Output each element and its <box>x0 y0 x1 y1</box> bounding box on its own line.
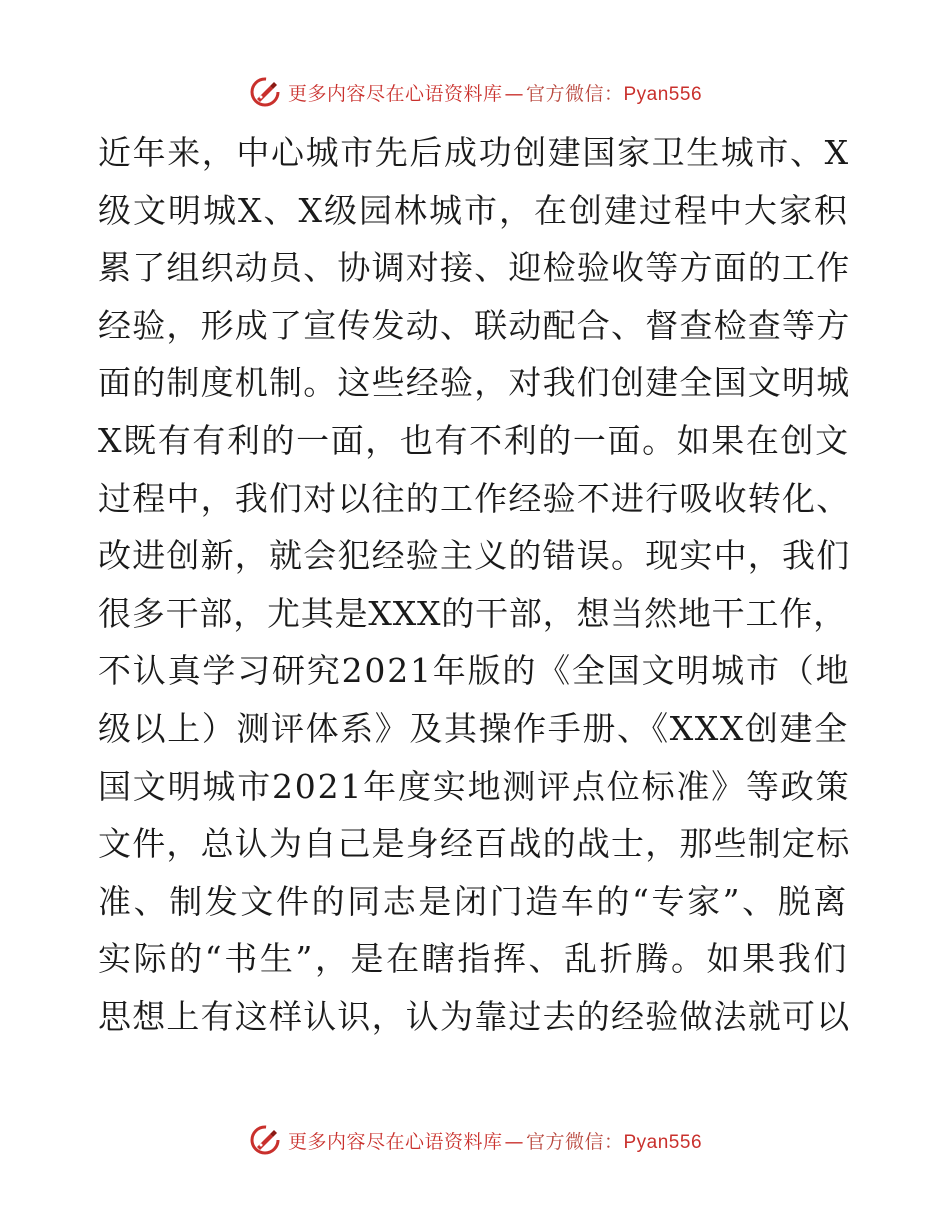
paragraph-line: 国文明城市2021年度实地测评点位标准》等政策 <box>98 766 850 806</box>
paragraph-line: 思想上有这样认识，认为靠过去的经验做法就可以 <box>98 996 850 1036</box>
watermark-text <box>288 1127 702 1154</box>
watermark-wechat-label: 官方微信： <box>525 82 624 105</box>
watermark-main: 更多内容尽在心语资料库 <box>287 82 503 105</box>
paragraph-line: 准、制发文件的同志是闭门造车的“专家”、脱离 <box>98 881 849 921</box>
paragraph-line: 级以上）测评体系》及其操作手册、《XXX创建全 <box>98 708 849 748</box>
paragraph-line: 很多干部，尤其是XXX的干部，想当然地干工作， <box>98 593 847 633</box>
watermark-separator: — <box>504 82 524 105</box>
watermark-separator: — <box>504 1130 524 1153</box>
paragraph-line: 实际的“书生”，是在瞎指挥、乱折腾。如果我们 <box>98 939 849 979</box>
paragraph-line: 经验，形成了宣传发动、联动配合、督查检查等方 <box>98 305 850 345</box>
paragraph-line: X既有有利的一面，也有不利的一面。如果在创文 <box>98 420 850 460</box>
watermark-text <box>288 79 702 106</box>
watermark-main: 更多内容尽在心语资料库 <box>287 1130 503 1153</box>
paragraph-line: 级文明城X、X级园林城市，在创建过程中大家积 <box>98 190 849 230</box>
watermark-wechat-id: Pyan556 <box>623 1131 703 1153</box>
paragraph-line: 面的制度机制。这些经验，对我们创建全国文明城 <box>98 363 850 403</box>
watermark-wechat-label: 官方微信： <box>525 1130 624 1153</box>
paragraph-line: 文件，总认为自己是身经百战的战士，那些制定标 <box>98 824 850 864</box>
paragraph-line: 过程中，我们对以往的工作经验不进行吸收转化、 <box>98 478 850 518</box>
document-paragraph <box>98 124 850 1046</box>
paragraph-line: 改进创新，就会犯经验主义的错误。现实中，我们 <box>98 536 850 576</box>
pen-nib-logo-icon <box>248 1123 282 1157</box>
header-watermark-banner <box>0 72 950 112</box>
pen-nib-logo-icon <box>248 75 282 109</box>
paragraph-line: 累了组织动员、协调对接、迎检验收等方面的工作 <box>98 248 850 288</box>
footer-watermark-banner <box>0 1120 950 1160</box>
paragraph-line: 近年来，中心城市先后成功创建国家卫生城市、X <box>98 133 850 172</box>
watermark-wechat-id: Pyan556 <box>623 83 703 105</box>
paragraph-line: 不认真学习研究2021年版的《全国文明城市（地 <box>98 651 850 691</box>
